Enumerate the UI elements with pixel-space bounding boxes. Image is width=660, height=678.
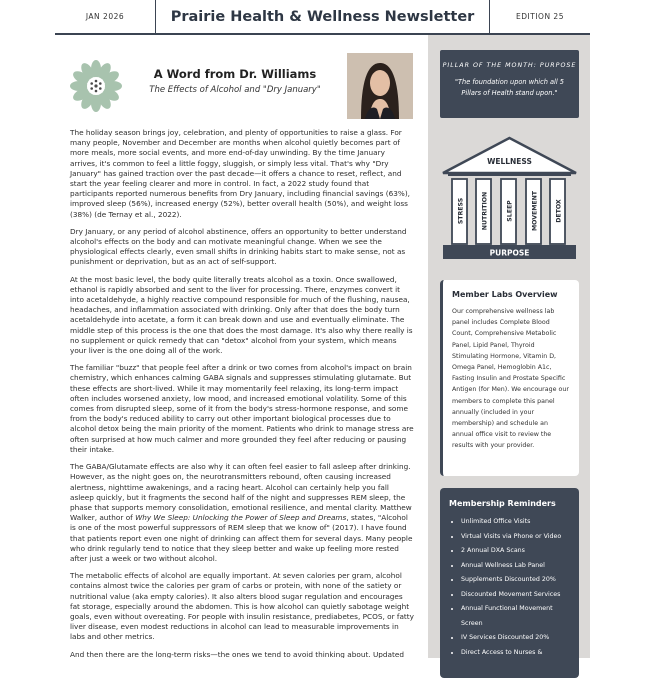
paragraph: At the most basic level, the body quite literally treats alcohol as a toxin. Once swallowed, ethanol is rapidly absorbed and sent to the liver for processing. There, enzymes convert it into acetaldehyde, a highly reactive compound responsible for much of the flushing, nausea, headaches, and inflammation associated with drinking. Only after that does the body turn acetaldehyde into acetate, a form it can break down and use and eventually eliminate. The middle step of this process is the one that does the most damage. It's also why there really is no supplement or quick remedy that can "detox" alcohol from your system, which means your liver is the one doing all of the work. [70,274,413,356]
pillar-of-month-box [440,50,579,118]
pillar-sleep-label: SLEEP [506,200,514,222]
list-item: • IV Services Discounted 20% [461,631,571,646]
article-title: A Word from Dr. Williams [153,67,317,81]
list-item: • 2 Annual DXA Scans [461,544,571,559]
reminders-list [449,515,571,660]
pillar-quote: "The foundation upon which all 5 Pillars of Health stand upon." [454,78,565,97]
paragraph [70,462,414,564]
temple-base-label: PURPOSE [489,248,530,258]
pillar-nutrition-label: NUTRITION [481,191,489,231]
pillar-title: PILLAR OF THE MONTH: PURPOSE [442,62,577,69]
list-item: • Supplements Discounted 20% [461,573,571,588]
paragraph-text: , states, "Alcohol is one of the most powerful suppressors of REM sleep that we know of" (2017). I have found that patients report even one night of drinking can affect them for several days. Many people who drink regularly tend to notice that they sleep better and wake up feeling more rested after just a week or two without alcohol. [70,513,413,563]
membership-reminders-card [440,488,579,678]
article-subtitle: The Effects of Alcohol and "Dry January" [149,85,321,95]
list-item: • Annual Wellness Lab Panel [461,559,571,574]
book-title: Why We Sleep: Unlocking the Power of Sleep and Dreams [135,513,347,523]
wellness-temple-diagram [440,135,579,261]
labs-title: Member Labs Overview [452,290,558,299]
paragraph-text: The GABA/Glutamate effects are also why it can often feel easier to fall asleep after drinking. However, as the night goes on, the neurotransmitters rebound, often causing increased alertness, nighttime awakenings, and a racing heart. Alcohol can certainly help you fall asleep quickly, but it fragments the second half of the night and suppresses REM sleep, the phase that supports memory consolidation, emotional resilience, and mental clarity. Matthew Walker, author of [70,462,412,523]
paragraph: The metabolic effects of alcohol are equally important. At seven calories per gram, alcohol contains almost twice the calories per gram of carbs or protein, with none of the satiety or nutritional value (aka empty calories). It also alters blood sugar regulation and encourages fat storage, especially around the abdomen. This is how alcohol can quietly sabotage weight goals, even without overeating. For people with insulin resistance, prediabetes, PCOS, or fatty liver disease, even modest reductions in alcohol can lead to measurable improvements in labs and other metrics. [70,571,414,642]
paragraph: Dry January, or any period of alcohol abstinence, offers an opportunity to better understand alcohol's effects on the body and can motivate meaningful change. When we see the physiological effects clearly, even small shifts in drinking habits start to make sense, not as punishment or deprivation, but as an act of self-support. [70,226,407,267]
temple-roof-label: WELLNESS [487,157,532,166]
article-body [70,128,414,658]
author-photo [347,53,413,119]
pillar-stress-label: STRESS [457,197,465,225]
main-article [55,35,428,658]
labs-body: Our comprehensive wellness lab panel includes Complete Blood Count, Comprehensive Metabolic Panel, Lipid Panel, Thyroid Stimulating Hormone, Vitamin D, Omega Panel, Hemoglobin A1c, Fasting Insulin and Prostate Specific Antigen (for Men). We encourage our members to complete this panel annually (included in your membership) and schedule an annual office visit to review the results with your provider. [452,308,569,450]
sidebar [428,35,590,658]
paragraph: And then there are the long-term risks—the ones we tend to avoid thinking about. Updated [70,649,404,658]
issue-date: JAN 2026 [55,0,156,33]
paragraph: The holiday season brings joy, celebration, and plenty of opportunities to raise a glass. For many people, November and December are months when alcohol quietly becomes part of more meals, more social events, and more end-of-day unwinding. By the time January arrives, it's common to feel a little foggy, sluggish, or simply less vital. That's why "Dry January" has gained traction over the past decade—it offers a chance to reset, reflect, and start the year feeling clearer and more in control. In fact, a 2022 study found that participants reported numerous benefits from Dry January, including financial savings (63%), improved sleep (56%), increased energy (52%), better overall health (50%), and weight loss (38%) (de Ternay et al., 2022). [70,128,410,219]
edition-number: EDITION 25 [489,0,590,33]
reminders-title: Membership Reminders [449,499,556,508]
pillar-movement-label: MOVEMENT [531,190,539,232]
pillar-detox-label: DETOX [555,199,563,223]
list-item: • Virtual Visits via Phone or Video [461,530,571,545]
paragraph: The familiar "buzz" that people feel after a drink or two comes from alcohol's impact on brain chemistry, which enhances calming GABA signals and suppresses stimulating glutamate. But these effects are short-lived. While it may momentarily feel relaxing, its long-term impact often includes worsened anxiety, low mood, and increased emotional volatility. Some of this comes from disrupted sleep, some of it from the body's stress-hormone response, and some from the body's reduced ability to carry out other important biological processes due to alcohol detox being the main priority of the moment. Patients who drink to manage stress are often surprised at how much calmer and more grounded they feel after reducing or pausing their intake. [70,363,414,454]
newsletter-header [55,0,590,35]
member-labs-card [440,280,579,476]
newsletter-title: Prairie Health & Wellness Newsletter [170,8,475,25]
list-item: • Discounted Movement Services [461,588,571,603]
flower-logo-icon [70,60,122,112]
list-item: • Direct Access to Nurses & [461,646,571,661]
list-item: • Unlimited Office Visits [461,515,571,530]
list-item: • Annual Functional Movement Screen [461,602,571,631]
